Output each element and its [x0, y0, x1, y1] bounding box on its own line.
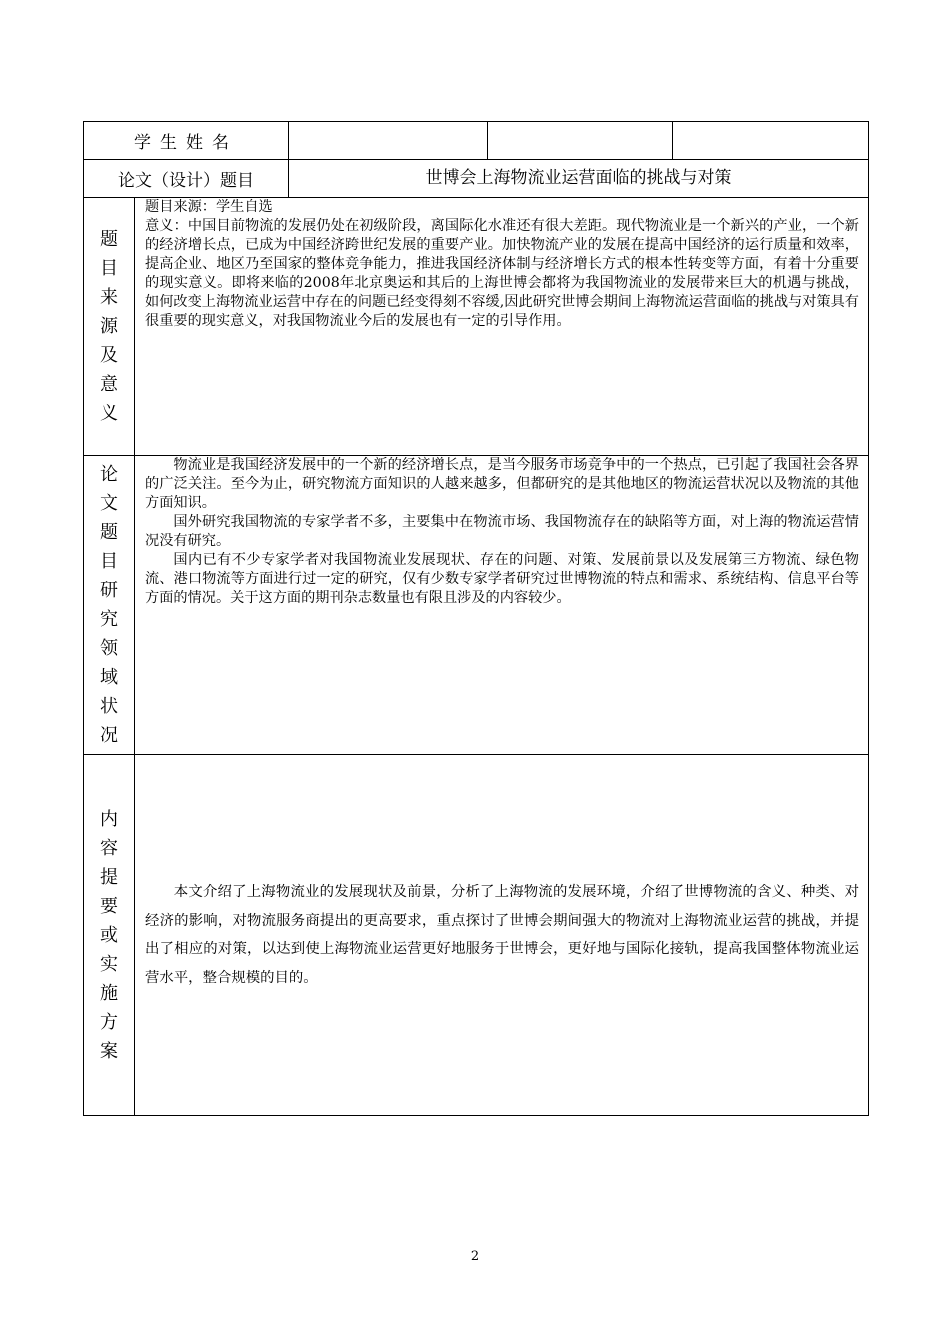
section-content-label — [84, 755, 135, 1116]
significance-paragraph: 意义：中国目前物流的发展仍处在初级阶段，离国际化水准还有很大差距。现代物流业是一个新兴的产业，一个新的经济增长点，已成为中国经济跨世纪发展的重要产业。加快物流产业的发展在提高中国经济的运行质量和效率，提高企业、地区乃至国家的整体竞争能力，推进我国经济体制与经济增长方式的根本性转变等方面，有着十分重要的现实意义。即将来临的2008年北京奥运和其后的上海世博会都将为我国物流业的发展带来巨大的机遇与挑战，如何改变上海物流业运营中存在的问题已经变得刻不容缓,因此研究世博会期间上海物流运营面临的挑战与对策具有很重要的现实意义，对我国物流业今后的发展也有一定的引导作用。 — [145, 218, 859, 329]
student-name-label: 学生姓名 — [84, 122, 289, 160]
section-source-row — [84, 198, 869, 456]
section-source-label — [84, 198, 135, 456]
summary-paragraph: 本文介绍了上海物流业的发展现状及前景，分析了上海物流的发展环境，介绍了世博物流的含义、种类、对经济的影响，对物流服务商提出的更高要求，重点探讨了世博会期间强大的物流对上海物流业运营的挑战，并提出了相应的对策，以达到使上海物流业运营更好地服务于世博会，更好地与国际化接轨，提高我国整体物流业运营水平，整合规模的目的。 — [145, 884, 859, 986]
section-research-label — [84, 456, 135, 755]
research-paragraph: 物流业是我国经济发展中的一个新的经济增长点，是当今服务市场竞争中的一个热点，已引起了我国社会各界的广泛关注。至今为止，研究物流方面知识的人越来越多，但都研究的是其他地区的物流运营状况以及物流的其他方面知识。 — [145, 457, 859, 511]
section-content-row — [84, 755, 869, 1116]
topic-label: 论文（设计）题目 — [84, 160, 289, 198]
student-name-cell-1 — [289, 122, 488, 160]
thesis-proposal-form — [83, 121, 869, 1116]
vertical-label-text: 论文题目研究领域状况 — [100, 464, 118, 746]
research-paragraph: 国内已有不少专家学者对我国物流业发展现状、存在的问题、对策、发展前景以及发展第三方物流、绿色物流、港口物流等方面进行过一定的研究，仅有少数专家学者研究过世博物流的特点和需求、系统结构、信息平台等方面的情况。关于这方面的期刊杂志数量也有限且涉及的内容较少。 — [145, 552, 859, 606]
section-research-row — [84, 456, 869, 755]
section-source-content — [135, 198, 869, 456]
topic-row — [84, 160, 869, 198]
vertical-label-text: 题目来源及意义 — [100, 229, 118, 424]
section-research-content — [135, 456, 869, 755]
student-name-cell-3 — [673, 122, 869, 160]
student-name-cell-2 — [488, 122, 673, 160]
section-content-content — [135, 755, 869, 1116]
student-name-row — [84, 122, 869, 160]
research-paragraph: 国外研究我国物流的专家学者不多，主要集中在物流市场、我国物流存在的缺陷等方面，对上海的物流运营情况没有研究。 — [145, 514, 859, 549]
vertical-label-text: 内容提要或实施方案 — [100, 808, 118, 1062]
page-number: 2 — [470, 1249, 480, 1264]
topic-source-line: 题目来源：学生自选 — [145, 199, 273, 215]
topic-value: 世博会上海物流业运营面临的挑战与对策 — [289, 160, 869, 198]
